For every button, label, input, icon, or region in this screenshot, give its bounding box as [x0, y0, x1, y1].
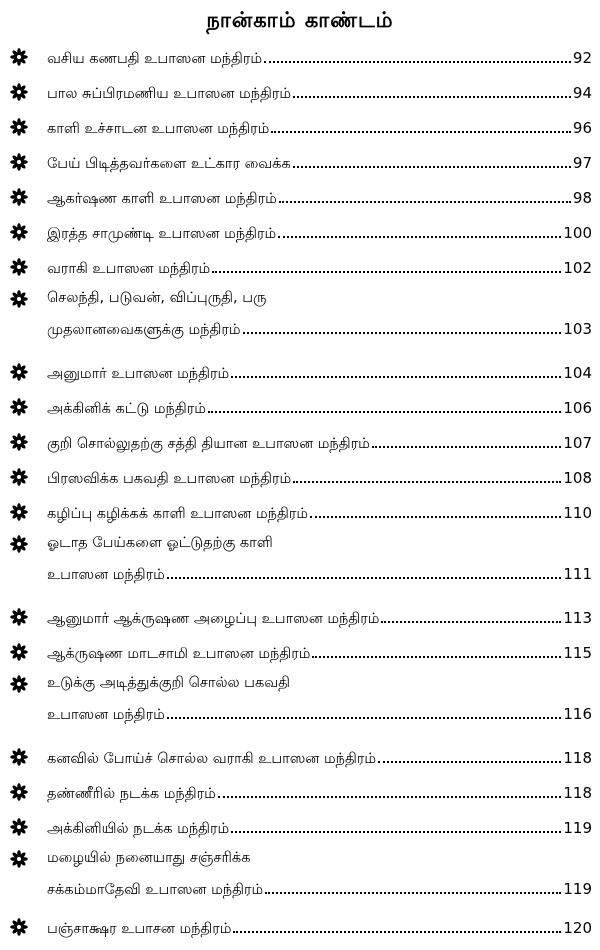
dot-leader: [310, 502, 561, 518]
toc-line: [47, 187, 592, 209]
toc-entry-title: வசிய கணபதி உபாஸன மந்திரம்: [47, 51, 263, 67]
toc-line: [47, 397, 592, 419]
toc-entry-title: ஆக்ருஷண மாடசாமி உபாஸன மந்திரம்: [47, 646, 311, 662]
page-number: 106: [563, 399, 592, 417]
toc-line: [47, 47, 592, 69]
dot-leader: [312, 642, 561, 658]
dot-leader: [167, 703, 562, 719]
toc-entry-title: உபாஸன மந்திரம்: [47, 567, 165, 583]
toc-entry-title: ஓடாத பேய்களை ஓட்டுதற்கு காளி: [47, 535, 273, 551]
dot-leader: [233, 917, 561, 933]
page-number: 102: [563, 259, 592, 277]
flower-bullet-icon: [10, 433, 28, 451]
toc-line: [47, 82, 592, 104]
dot-leader: [231, 362, 561, 378]
toc-entry-title: செலந்தி, படுவன், விப்புருதி, பரு: [47, 290, 267, 306]
page-number: 119: [563, 880, 592, 898]
toc-line: [47, 563, 592, 585]
flower-bullet-icon: [10, 608, 28, 626]
flower-bullet-icon: [10, 818, 28, 836]
page-number: 118: [563, 784, 592, 802]
dot-leader: [212, 257, 561, 273]
toc-line: [47, 467, 592, 489]
toc-entry-title: மழையில் நனையாது சஞ்சரிக்க: [47, 850, 251, 866]
flower-bullet-icon: [10, 748, 28, 766]
page-number: 115: [563, 644, 592, 662]
page-number: 94: [572, 84, 592, 102]
toc-entry-title: உபாஸன மந்திரம்: [47, 707, 165, 723]
toc-entry-title: கனவில் போய்ச் சொல்ல வராகி உபாஸன மந்திரம்: [47, 751, 376, 767]
toc-line: [47, 673, 592, 693]
dot-leader: [231, 817, 561, 833]
toc-line: [47, 878, 592, 900]
toc-entry-title: கழிப்பு கழிக்கக் காளி உபாஸன மந்திரம்: [47, 506, 308, 522]
dot-leader: [278, 222, 561, 238]
page-number: 104: [563, 364, 592, 382]
page-number: 116: [563, 705, 592, 723]
toc-line: [47, 642, 592, 664]
toc-line: [47, 607, 592, 629]
toc-entry-title: குறி சொல்லுதற்கு சத்தி தியான உபாஸன மந்திரம்: [47, 436, 370, 452]
page-title: நான்காம் காண்டம்: [206, 8, 394, 32]
flower-bullet-icon: [10, 258, 28, 276]
toc-entry-title: ஆனுமார் ஆக்ருஷண அழைப்பு உபாஸன மந்திரம்: [47, 611, 380, 627]
dot-leader: [279, 187, 571, 203]
flower-bullet-icon: [10, 535, 28, 553]
dot-leader: [264, 47, 571, 63]
toc-line: [47, 117, 592, 139]
toc-entry-title: அக்கினிக் கட்டு மந்திரம்: [47, 401, 206, 417]
toc-line: [47, 222, 592, 244]
dot-leader: [218, 782, 562, 798]
toc-entry-title: அக்கினியில் நடக்க மந்திரம்: [47, 821, 230, 837]
page-number: 120: [563, 919, 592, 937]
dot-leader: [378, 747, 561, 763]
toc-entry-title: பால சுப்பிரமணிய உபாஸன மந்திரம்: [47, 86, 292, 102]
page-number: 100: [563, 224, 592, 242]
page-number: 97: [572, 154, 592, 172]
page-number: 108: [563, 469, 592, 487]
flower-bullet-icon: [10, 783, 28, 801]
dot-leader: [293, 82, 571, 98]
dot-leader: [293, 152, 571, 168]
dot-leader: [243, 318, 562, 334]
flower-bullet-icon: [10, 290, 28, 308]
toc-entry-title: காளி உச்சாடன உபாஸன மந்திரம்: [47, 121, 270, 137]
toc-line: [47, 288, 592, 308]
page-number: 103: [563, 320, 592, 338]
flower-bullet-icon: [10, 398, 28, 416]
dot-leader: [372, 432, 562, 448]
toc-line: [47, 848, 592, 868]
dot-leader: [208, 397, 561, 413]
flower-bullet-icon: [10, 48, 28, 66]
page-number: 110: [563, 504, 592, 522]
flower-bullet-icon: [10, 118, 28, 136]
dot-leader: [381, 607, 561, 623]
toc-entry-title: பிரஸவிக்க பகவதி உபாஸன மந்திரம்: [47, 471, 292, 487]
flower-bullet-icon: [10, 223, 28, 241]
flower-bullet-icon: [10, 643, 28, 661]
toc-entry-title: அனுமார் உபாஸன மந்திரம்: [47, 366, 230, 382]
toc-entry-title: முதலானவைகளுக்கு மந்திரம்: [47, 322, 241, 338]
flower-bullet-icon: [10, 83, 28, 101]
dot-leader: [271, 117, 571, 133]
toc-entry-title: பஞ்சாக்ஷர உபாசன மந்திரம்: [47, 921, 232, 937]
toc-line: [47, 318, 592, 340]
flower-bullet-icon: [10, 503, 28, 521]
page-number: 98: [572, 189, 592, 207]
page-number: 113: [563, 609, 592, 627]
dot-leader: [293, 467, 561, 483]
page-number: 119: [563, 819, 592, 837]
toc-entry-title: ஆகர்ஷண காளி உபாஸன மந்திரம்: [47, 191, 277, 207]
toc-line: [47, 502, 592, 524]
toc-entry-title: வராகி உபாஸன மந்திரம்: [47, 261, 211, 277]
toc-line: [47, 152, 592, 174]
flower-bullet-icon: [10, 850, 28, 868]
page-number: 118: [563, 749, 592, 767]
page-number: 92: [572, 49, 592, 67]
flower-bullet-icon: [10, 153, 28, 171]
flower-bullet-icon: [10, 918, 28, 936]
toc-line: [47, 817, 592, 839]
toc-line: [47, 917, 592, 939]
dot-leader: [167, 563, 562, 579]
flower-bullet-icon: [10, 363, 28, 381]
toc-line: [47, 257, 592, 279]
page-number: 111: [563, 565, 592, 583]
page-number: 107: [563, 434, 592, 452]
toc-line: [47, 533, 592, 553]
flower-bullet-icon: [10, 675, 28, 693]
toc-line: [47, 362, 592, 384]
flower-bullet-icon: [10, 468, 28, 486]
toc-line: [47, 782, 592, 804]
toc-entry-title: தண்ணீரில் நடக்க மந்திரம்: [47, 786, 216, 802]
page-number: 96: [572, 119, 592, 137]
toc-entry-title: பேய் பிடித்தவர்களை உட்கார வைக்க: [47, 156, 291, 172]
toc-line: [47, 432, 592, 454]
toc-line: [47, 703, 592, 725]
flower-bullet-icon: [10, 188, 28, 206]
toc-entry-title: இரத்த சாமுண்டி உபாஸன மந்திரம்: [47, 226, 277, 242]
toc-line: [47, 747, 592, 769]
toc-entry-title: சக்கம்மாதேவி உபாஸன மந்திரம்: [47, 882, 264, 898]
dot-leader: [265, 878, 561, 894]
toc-entry-title: உடுக்கு அடித்துக்குறி சொல்ல பகவதி: [47, 675, 291, 691]
